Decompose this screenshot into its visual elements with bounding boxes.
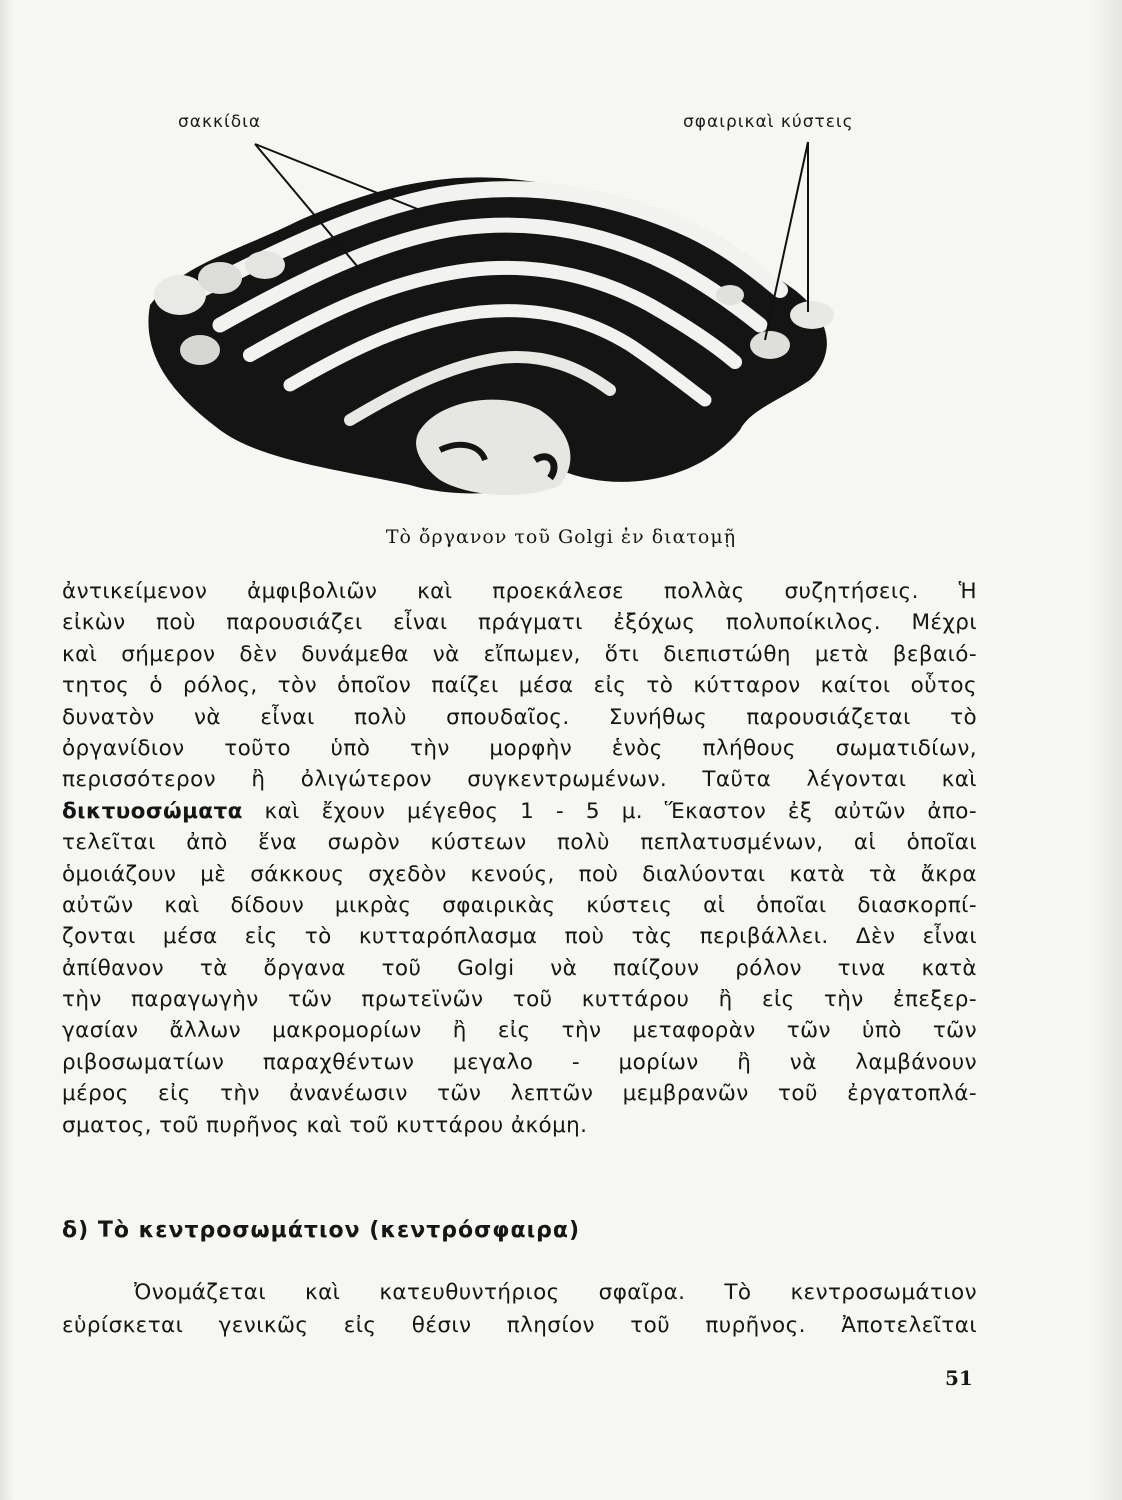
scan-edge-right	[1092, 0, 1122, 1500]
text-line: αὐτῶν καὶ δίδουν μικρὰς σφαιρικὰς κύστεις αἱ ὁποῖαι διασκορπί-	[62, 892, 977, 918]
text-line: δυνατὸν νὰ εἶναι πολὺ σπουδαῖος. Συνήθως παρουσιάζεται τὸ	[62, 704, 977, 730]
text-line: Ὀνομάζεται καὶ κατευθυντήριος σφαῖρα. Τὸ κεντροσωμάτιον	[134, 1280, 977, 1305]
text-line: ζονται μέσα εἰς τὸ κυτταρόπλασμα ποὺ τὰς περιβάλλει. Δὲν εἶναι	[62, 924, 977, 950]
golgi-figure	[140, 100, 880, 520]
text-line: περισσότερον ἢ ὀλιγώτερον συγκεντρωμένων. Ταῦτα λέγονται καὶ	[62, 767, 977, 793]
page-number: 51	[945, 1366, 973, 1390]
text-line: γασίαν ἄλλων μακρομορίων ἢ εἰς τὴν μεταφορὰν τῶν ὑπὸ τῶν	[62, 1018, 977, 1044]
text-line: τητος ὁ ρόλος, τὸν ὁποῖον παίζει μέσα εἰς τὸ κύτταρον καίτοι οὗτος	[62, 673, 977, 699]
label-saccules: σακκίδια	[178, 112, 262, 132]
text-line: μέρος εἰς τὴν ἀνανέωσιν τῶν λεπτῶν μεμβρανῶν τοῦ ἐργατοπλά-	[62, 1081, 977, 1107]
golgi-apparatus-icon	[140, 100, 880, 520]
text-line: ἀπίθανον τὰ ὄργανα τοῦ Golgi νὰ παίζουν ρόλον τινα κατὰ	[62, 955, 977, 981]
text-line: τὴν παραγωγὴν τῶν πρωτεϊνῶν τοῦ κυττάρου ἢ εἰς τὴν ἐπεξερ-	[62, 987, 977, 1013]
text-line: ὁμοιάζουν μὲ σάκκους σχεδὸν κενούς, ποὺ διαλύονται κατὰ τὰ ἄκρα	[62, 861, 977, 887]
text-line: εἰκὼν ποὺ παρουσιάζει εἶναι πράγματι ἐξόχως πολυποίκιλος. Μέχρι	[62, 610, 977, 636]
text-line-rest: καὶ ἔχουν μέγεθος 1 - 5 μ. Ἕκαστον ἐξ αὐτῶν ἀπο-	[264, 798, 977, 824]
paragraph-centrosome	[62, 1276, 977, 1342]
paragraph-golgi	[62, 576, 977, 1141]
figure-caption: Τὸ ὄργανον τοῦ Golgi ἐν διατομῇ	[385, 526, 737, 548]
text-line-with-term	[62, 796, 977, 827]
text-line: εὑρίσκεται γενικῶς εἰς θέσιν πλησίον τοῦ πυρῆνος. Ἀποτελεῖται	[62, 1313, 977, 1338]
text-line: ἀντικείμενον ἀμφιβολιῶν καὶ προεκάλεσε πολλὰς συζητήσεις. Ἡ	[62, 579, 977, 604]
text-line: τελεῖται ἀπὸ ἕνα σωρὸν κύστεων πολὺ πεπλατυσμένων, αἱ ὁποῖαι	[62, 830, 977, 856]
label-spherical-vesicles: σφαιρικαὶ κύστεις	[683, 112, 854, 132]
bold-term: δικτυοσώματα	[62, 798, 243, 824]
text-line: καὶ σήμερον δὲν δυνάμεθα νὰ εἴπωμεν, ὅτι διεπιστώθη μετὰ βεβαιό-	[62, 641, 977, 667]
section-heading: δ) Τὸ κεντροσωμάτιον (κεντρόσφαιρα)	[62, 1218, 581, 1243]
text-line: σματος, τοῦ πυρῆνος καὶ τοῦ κυττάρου ἀκόμη.	[62, 1112, 588, 1138]
scan-edge-left	[0, 0, 14, 1500]
text-line: ὀργανίδιον τοῦτο ὑπὸ τὴν μορφὴν ἑνὸς πλήθους σωματιδίων,	[62, 735, 977, 761]
text-line: ριβοσωματίων παραχθέντων μεγαλο - μορίων ἢ νὰ λαμβάνουν	[62, 1049, 977, 1075]
